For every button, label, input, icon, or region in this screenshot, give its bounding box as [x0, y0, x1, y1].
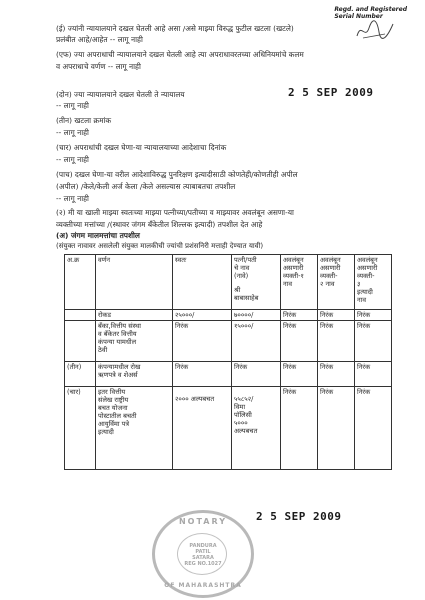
table-row [65, 387, 392, 470]
para-e-line2: प्रलंबीत आहे/आहेत -- लागू नाही [56, 35, 143, 44]
header-spouse-l5: बाबासाहेब [234, 294, 259, 302]
row2-desc-l1: बँका,वित्तीय संस्था [98, 322, 142, 330]
header-desc: वर्णन [96, 255, 173, 310]
row2-dep1: निरंक [281, 321, 318, 362]
seal-mid-l2: PATIL [195, 549, 211, 555]
row1-spouse: ७००००/ [232, 310, 281, 321]
movable-assets-table [64, 254, 392, 470]
row3-spouse: निरंक [232, 362, 281, 387]
header-num: अ.क्र [65, 255, 96, 310]
row4-spouse-l1: ५५८५२/ [234, 395, 254, 403]
header-dependent-1 [281, 255, 318, 310]
row1-dep3: निरंक [355, 310, 392, 321]
para-five-line1: (पाच) दखल घेणा-या वरील आदेशाविरुद्ध पुनरिक्षण इत्यादीसाठी कोणतेही/कोणतीही अपील [56, 170, 298, 179]
row3-self: निरंक [173, 362, 232, 387]
seal-mid-l4: REG NO.1027 [184, 561, 222, 567]
header-spouse [232, 255, 281, 310]
header-dep1-l4: नाव [283, 280, 293, 288]
row4-desc-l5: आयुर्विमा पत्रे [98, 420, 130, 428]
section-2-line2: व्यक्तीच्या मत्तांच्या /(स्थावर जंगम बँकेतील शिल्लक इत्यादी) तपशील देत आहे [56, 220, 263, 229]
para-two-line2: -- लागू नाही [56, 101, 89, 110]
row2-self: निरंक [173, 321, 232, 362]
row4-spouse-l4: ५००० [234, 419, 248, 427]
row1-num [65, 310, 96, 321]
seal-text-bottom: OF MAHARASHTRA [164, 582, 242, 589]
row4-dep3: निरंक [355, 387, 392, 470]
row4-self: २००० अल्पबचत [173, 387, 232, 470]
row4-spouse-l3: पॉलिसी [234, 411, 252, 419]
header-dep2-l4: २ नाव [320, 280, 335, 288]
row3-dep2: निरंक [318, 362, 355, 387]
para-e-line1: (ई) ज्यांनी न्यायालयाने दखल घेतली आहे असा /असे माझ्या विरुद्ध फुटील खटला (खटले) [56, 24, 294, 33]
row4-desc-l6: इत्यादी [98, 428, 114, 436]
header-dep1-l2: असणारी [283, 264, 304, 272]
para-four-line1: (चार) अपराधांची दखल घेणा-या न्यायालयाच्या आदेशाचा दिनांक [56, 143, 227, 152]
seal-mid-l1: PANDURA [189, 543, 217, 549]
row2-desc-l3: कंपन्या यामधील [98, 338, 137, 346]
row1-dep2: निरंक [318, 310, 355, 321]
row4-spouse-l5: अल्पबचत [234, 427, 258, 435]
header-dependent-2 [318, 255, 355, 310]
row4-spouse [232, 387, 281, 470]
row2-num [65, 321, 96, 362]
header-spouse-l4: श्री [234, 286, 241, 294]
row2-dep2: निरंक [318, 321, 355, 362]
para-five-line2: (अपील) /केले/केली अर्ज केला /केले असल्यास त्याबाबतचा तपशील [56, 182, 236, 191]
notary-seal [152, 510, 254, 598]
header-dep2-l2: असणारी [320, 264, 341, 272]
row4-desc-l3: बचत योजना [98, 404, 128, 412]
header-dependent-3 [355, 255, 392, 310]
registration-stamp-line1: Regd. and Registered [334, 6, 407, 13]
header-spouse-l2: चे नाव [234, 264, 250, 272]
para-five-line3: -- लागू नाही [56, 194, 89, 203]
row2-spouse: १५०००/ [232, 321, 281, 362]
row4-dep1: निरंक [281, 387, 318, 470]
para-three-line2: -- लागू नाही [56, 128, 89, 137]
date-stamp-top: 2 5 SEP 2009 [288, 86, 374, 99]
row4-desc-l2: संलेख राष्ट्रीय [98, 396, 129, 404]
row2-dep3: निरंक [355, 321, 392, 362]
header-dep1-l3: व्यक्ती-१ [283, 272, 304, 280]
table-row [65, 362, 392, 387]
row4-spouse-l2: विमा [234, 403, 246, 411]
header-spouse-l3: (नावे) [234, 272, 249, 280]
signature-scribble [355, 18, 395, 42]
registration-stamp-line2: Serial Number [334, 13, 383, 20]
row4-desc [96, 387, 173, 470]
row4-desc-l4: पोस्टातील बचती [98, 412, 137, 420]
row1-dep1: निरंक [281, 310, 318, 321]
header-spouse-l1: पत्नी/पती [234, 256, 257, 264]
para-f-line2: व अपराधाचे वर्णण -- लागू नाही [56, 62, 141, 71]
table-row [65, 310, 392, 321]
row3-num: (तीन) [65, 362, 96, 387]
row3-desc-l1: कंपन्यामधील रोख [98, 363, 141, 371]
header-dep3-l6: नाव [357, 296, 367, 304]
row3-desc-l2: ऋणपत्रे व शेअर्स [98, 371, 138, 379]
row3-dep1: निरंक [281, 362, 318, 387]
para-two-line1: (दोन) ज्या न्यायालयाने दखल घेतली ते न्यायालय [56, 90, 185, 99]
header-dep3-l1: अवलंबून [357, 256, 378, 264]
seal-mid-l3: SATARA [192, 555, 214, 561]
header-dep3-l4: ३ [357, 280, 361, 288]
seal-text-top: NOTARY [178, 517, 228, 526]
section-a-note: (संयुक्त नावावर असलेली संयुक्त मालकीची ज्यांची प्रशंसनिरी मत्ताही देण्यात यावी) [56, 242, 264, 250]
row2-desc-l4: ठेवी [98, 346, 108, 354]
row1-self: २५०००/ [173, 310, 232, 321]
table-header-row [65, 255, 392, 310]
row2-desc-l2: व बँकेतर वित्तीय [98, 330, 137, 338]
date-stamp-bottom: 2 5 SEP 2009 [256, 510, 342, 523]
row4-dep2: निरंक [318, 387, 355, 470]
para-four-line2: -- लागू नाही [56, 155, 89, 164]
section-a-heading: (अ) जंगम मालमत्तांचा तपशील [56, 231, 140, 240]
header-dep2-l1: अवलंबून [320, 256, 341, 264]
header-dep1-l1: अवलंबून [283, 256, 304, 264]
header-dep2-l3: व्यक्ती- [320, 272, 338, 280]
table-row [65, 321, 392, 362]
section-2-line1: (२) मी या खाली माझ्या स्वतःच्या माझ्या पत्नीच्या/पतीच्या व माझ्यावर अवलंबून असणा-या [56, 208, 294, 217]
header-dep3-l3: व्यक्ती- [357, 272, 375, 280]
row4-desc-l1: इतर वित्तीय [98, 388, 126, 396]
para-three-line1: (तीन) खटला क्रमांक [56, 116, 112, 125]
header-dep3-l5: इत्यादी [357, 288, 373, 296]
row1-desc: रोकड [96, 310, 173, 321]
row3-desc [96, 362, 173, 387]
row2-desc [96, 321, 173, 362]
header-dep3-l2: असणारी [357, 264, 378, 272]
para-f-line1: (एफ) ज्या अपराधाची न्यायालयाने दखल घेतली आहे त्या अपराधावरतच्या अधिनियमांचे कलम [56, 50, 304, 59]
header-self: स्वतः [173, 255, 232, 310]
row3-dep3: निरंक [355, 362, 392, 387]
seal-text-mid [155, 543, 251, 567]
row4-num: (चार) [65, 387, 96, 470]
